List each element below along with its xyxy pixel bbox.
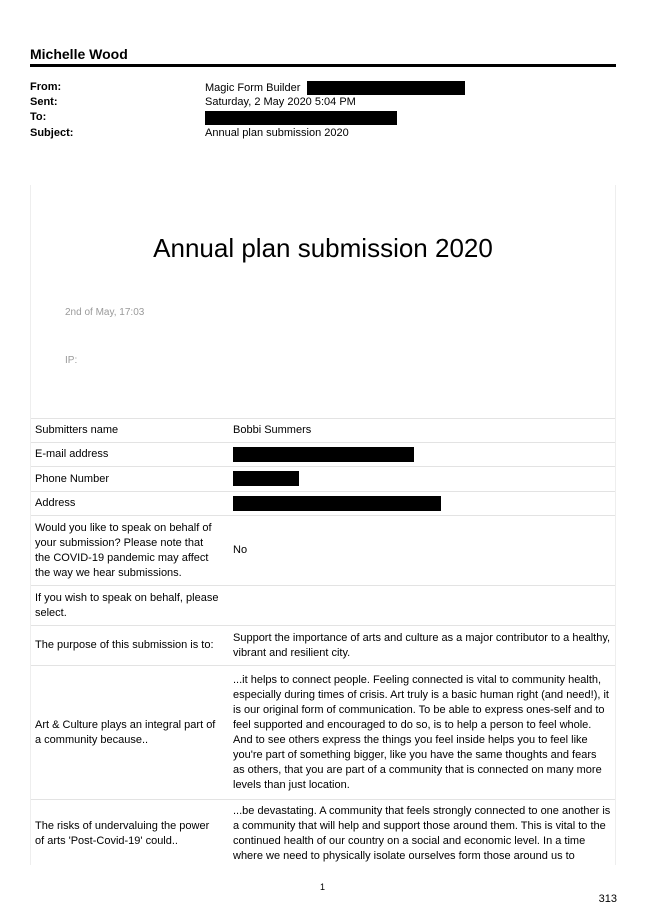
field-label: Art & Culture plays an integral part of a community because.. xyxy=(31,666,223,800)
document-number: 313 xyxy=(598,893,617,905)
sender-name: Michelle Wood xyxy=(30,46,128,62)
field-label: The purpose of this submission is to: xyxy=(31,626,223,666)
form-ip: IP: xyxy=(65,355,78,366)
sent-value: Saturday, 2 May 2020 5:04 PM xyxy=(205,96,356,108)
table-row xyxy=(31,626,615,666)
header-rule xyxy=(30,64,616,67)
table-row xyxy=(31,586,615,626)
redaction-bar xyxy=(233,496,441,511)
field-value: ...be devastating. A community that feels strongly connected to one another is a community that will help and support those around them. This is vital to the continued health of our country on a social and economic level. In a time where we need to physically isolate ourselves form those around us to xyxy=(223,800,615,865)
field-label: Submitters name xyxy=(31,419,223,443)
field-label: If you wish to speak on behalf, please select. xyxy=(31,586,223,626)
redaction-bar xyxy=(233,471,299,486)
form-title: Annual plan submission 2020 xyxy=(153,233,493,263)
form-date: 2nd of May, 17:03 xyxy=(65,307,145,318)
field-value xyxy=(223,586,615,626)
field-value: Support the importance of arts and culture as a major contributor to a healthy, vibrant and resilient city. xyxy=(223,626,615,666)
table-row xyxy=(31,467,615,491)
field-label: Would you like to speak on behalf of your submission? Please note that the COVID-19 pandemic may affect the way we hear submissions. xyxy=(31,516,223,586)
field-value: ...it helps to connect people. Feeling connected is vital to community health, especially during times of crisis. Art truly is a basic human right (and need!), it is our original form of communication. To be able to express ones-self and to feel supported and encouraged to do so, is to help a person to feel whole. And to see others express the things you feel inside helps you to feel like you're part of something bigger, like you have the same thoughts and fears as others, that you are part of a community that is connected on many more levels than just location. xyxy=(223,666,615,800)
field-label: The risks of undervaluing the power of arts 'Post-Covid-19' could.. xyxy=(31,800,223,865)
redaction-bar xyxy=(233,447,414,462)
redaction-bar xyxy=(307,81,465,95)
table-row xyxy=(31,419,615,443)
table-row xyxy=(31,443,615,467)
from-value: Magic Form Builder xyxy=(205,81,301,94)
sent-label: Sent: xyxy=(30,96,58,108)
table-row xyxy=(31,491,615,515)
field-value: Bobbi Summers xyxy=(223,419,615,443)
field-value: No xyxy=(223,516,615,586)
form-card xyxy=(30,185,616,865)
subject-label: Subject: xyxy=(30,127,74,139)
field-label: Phone Number xyxy=(31,467,223,491)
table-row xyxy=(31,516,615,586)
redaction-bar xyxy=(205,111,397,125)
field-label: Address xyxy=(31,491,223,515)
table-row xyxy=(31,666,615,800)
fields-table xyxy=(31,418,615,865)
page-number: 1 xyxy=(319,882,325,892)
field-label: E-mail address xyxy=(31,443,223,467)
to-label: To: xyxy=(30,111,47,123)
subject-value: Annual plan submission 2020 xyxy=(205,127,349,139)
from-label: From: xyxy=(30,81,62,93)
table-row xyxy=(31,800,615,865)
